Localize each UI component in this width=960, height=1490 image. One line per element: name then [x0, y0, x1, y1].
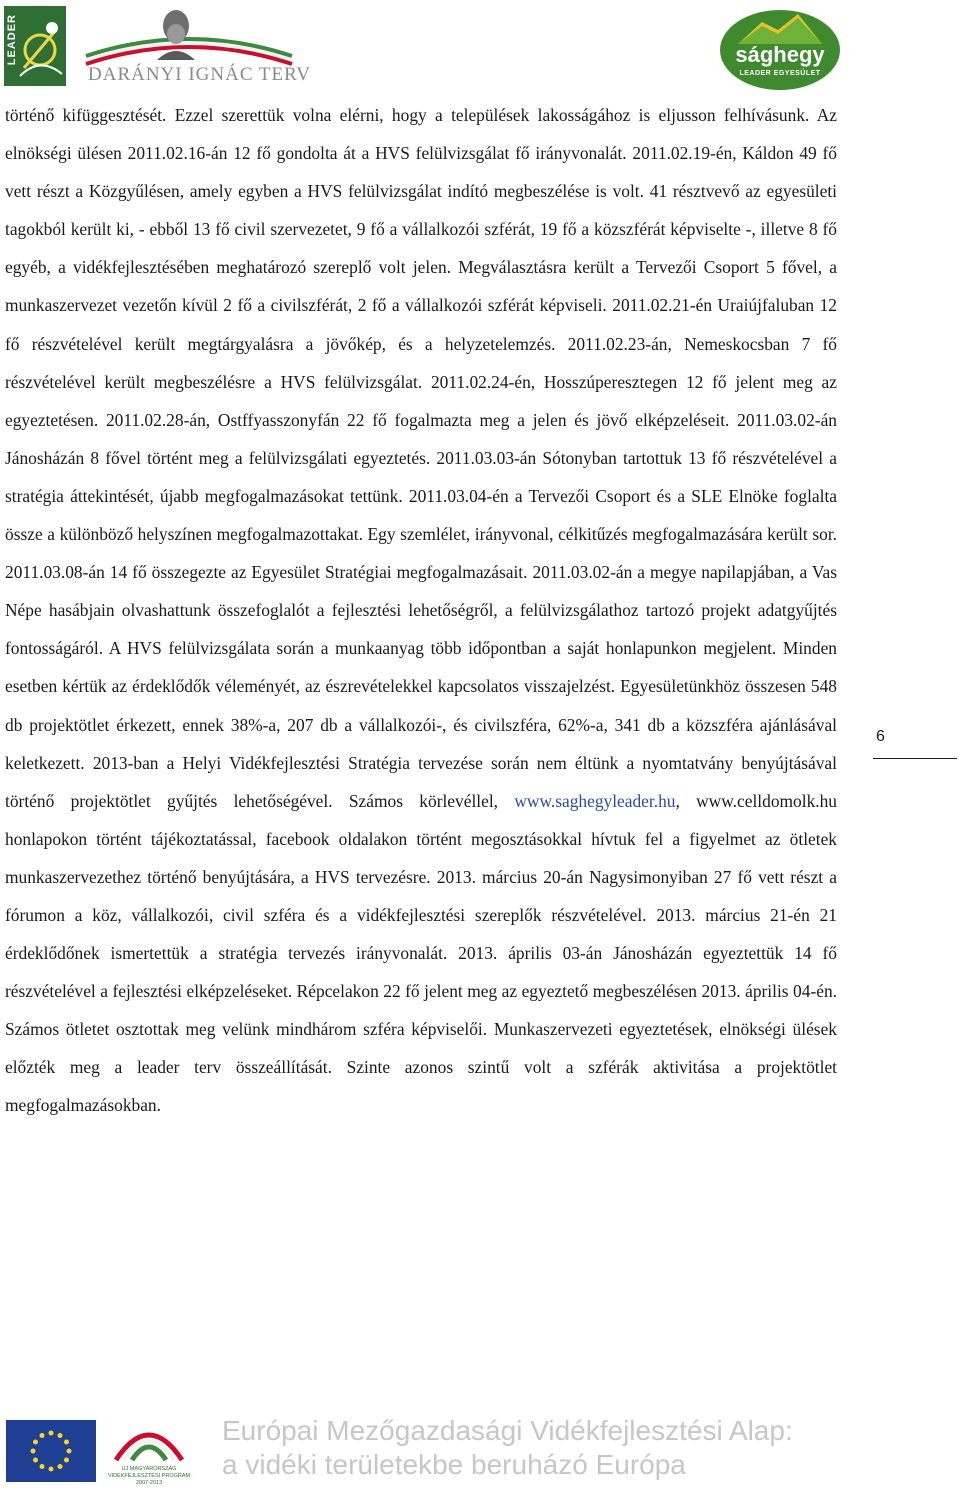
footer-slogan: [222, 1414, 793, 1482]
footer-slogan-line-2: a vidéki területekbe beruházó Európa: [222, 1449, 686, 1480]
body-text-part-1: történő kifüggesztését. Ezzel szerettük volna elérni, hogy a települések lakosságához is eljusson felhívásunk. Az elnökségi ülésen 2011.02.16-án 12 fő gondolta át a HVS felülvizsgálat fő irányvonalát. 2011.02.19-én, Káldon 49 fő vett részt a Közgyűlésen, amely egyben a HVS felülvizsgálat indító megbeszélése is volt. 41 résztvevő az egyesületi tagokból került ki, - ebből 13 fő civil szervezetet, 9 fő a vállalkozói szférát, 19 fő a közszférát képviselte -, illetve 8 fő egyéb, a vidékfejlesztésében meghatározó szereplő volt jelen. Megválasztásra került a Tervezői Csoport 5 fővel, a munkaszervezet vezetőn kívül 2 fő a civilszférát, 2 fő a vállalkozói szférát képviseli. 2011.02.21-én Uraiújfaluban 12 fő részvételével került megtárgyalásra a jövőkép, és a helyzetelemzés. 2011.02.23-án, Nemeskocsban 7 fő részvételével került megbeszélésre a HVS felülvizsgálat. 2011.02.24-én, Hosszúperesztegen 12 fő jelent meg az egyeztetésen. 2011.02.28-án, Ostffyasszonyfán 22 fő fogalmazta meg a jelen és jövő elképzeléseit. 2011.03.02-án Jánosházán 8 fővel történt meg a felülvizsgálati egyeztetés. 2011.03.03-án Sótonyban tartottuk 13 fő részvételével a stratégia áttekintését, újabb megfogalmazásokat tettünk. 2011.03.04-én a Tervezői Csoport és a SLE Elnöke foglalta össze a különböző helyszínen megfogalmazottakat. Egy szemlélet, irányvonal, célkitűzés megfogalmazására került sor. 2011.03.08-án 14 fő összegezte az Egyesület Stratégiai megfogalmazásait. 2011.03.02-án a megye napilapjában, a Vas Népe hasábjain olvashattunk összefoglalót a fejlesztési lehetőségről, a felülvizsgálathoz tartozó projekt adatgyűjtés fontosságáról. A HVS felülvizsgálata során a munkaanyag több időpontban a saját honlapunkon megjelent. Minden esetben kértük az érdeklődők véleményét, az észrevételekkel kapcsolatos visszajelzést. Egyesületünkhöz összesen 548 db projektötlet érkezett, ennek 38%-a, 207 db a vállalkozói-, és civilszféra, 62%-a, 341 db a közszféra ajánlásával keletkezett. 2013-ban a Helyi Vidékfejlesztési Stratégia tervezése során nem éltünk a nyomtatvány benyújtásával történő projektötlet gyűjtés lehetőségével. Számos körlevéllel,: [5, 105, 837, 811]
footer-slogan-line-1: Európai Mezőgazdasági Vidékfejlesztési Alap:: [222, 1415, 793, 1446]
umvp-caption: ÚJ MAGYARORSZÁG VIDÉKFEJLESZTÉSI PROGRAM 2007-2013: [107, 1466, 191, 1486]
daranyi-logo-text: DARÁNYI IGNÁC TERV: [88, 64, 312, 85]
umvp-logo: [106, 1416, 192, 1486]
saghegyleader-link[interactable]: www.saghegyleader.hu: [514, 790, 676, 811]
page-header: [0, 0, 960, 95]
page-number: 6: [876, 728, 885, 745]
umvp-emblem-icon: [106, 1416, 192, 1466]
eu-flag-icon: [6, 1420, 96, 1482]
page-footer: [0, 1412, 960, 1490]
leader-emblem-icon: [18, 16, 64, 78]
saghegy-logo: [718, 4, 842, 92]
leader-logo: [4, 6, 66, 86]
saghegy-logo-name: sághegy: [735, 42, 825, 67]
body-paragraph: [5, 96, 837, 1125]
daranyi-ignac-terv-logo: [84, 2, 312, 90]
leader-logo-text: LEADER: [6, 14, 18, 66]
page-number-rule: [873, 758, 957, 759]
saghegy-logo-subtitle: LEADER EGYESÜLET: [739, 70, 821, 77]
portrait-icon: [151, 4, 201, 60]
body-text-part-2: , www.celldomolk.hu honlapokon történt tájékoztatással, facebook oldalakon történt megosztásokkal hívtuk fel a figyelmet az ötletek munkaszervezethez történő benyújtására, a HVS tervezésre. 2013. március 20-án Nagysimonyiban 27 fő vett részt a fórumon a köz, vállalkozói, civil szféra és a vidékfejlesztési szereplők részvételével. 2013. március 21-én 21 érdeklődőnek ismertettük a stratégia tervezés irányvonalát. 2013. április 03-án Jánosházán egyeztettük 14 fő részvételével a fejlesztési elképzeléseket. Répcelakon 22 fő jelent meg az egyeztető megbeszélésen 2013. április 04-én. Számos ötletet osztottak meg velünk mindhárom szféra képviselői. Munkaszervezeti egyeztetések, elnökségi ülések előzték meg a leader terv összeállítását. Szinte azonos szintű volt a szférák aktivitása a projektötlet megfogalmazásokban.: [5, 790, 837, 1116]
